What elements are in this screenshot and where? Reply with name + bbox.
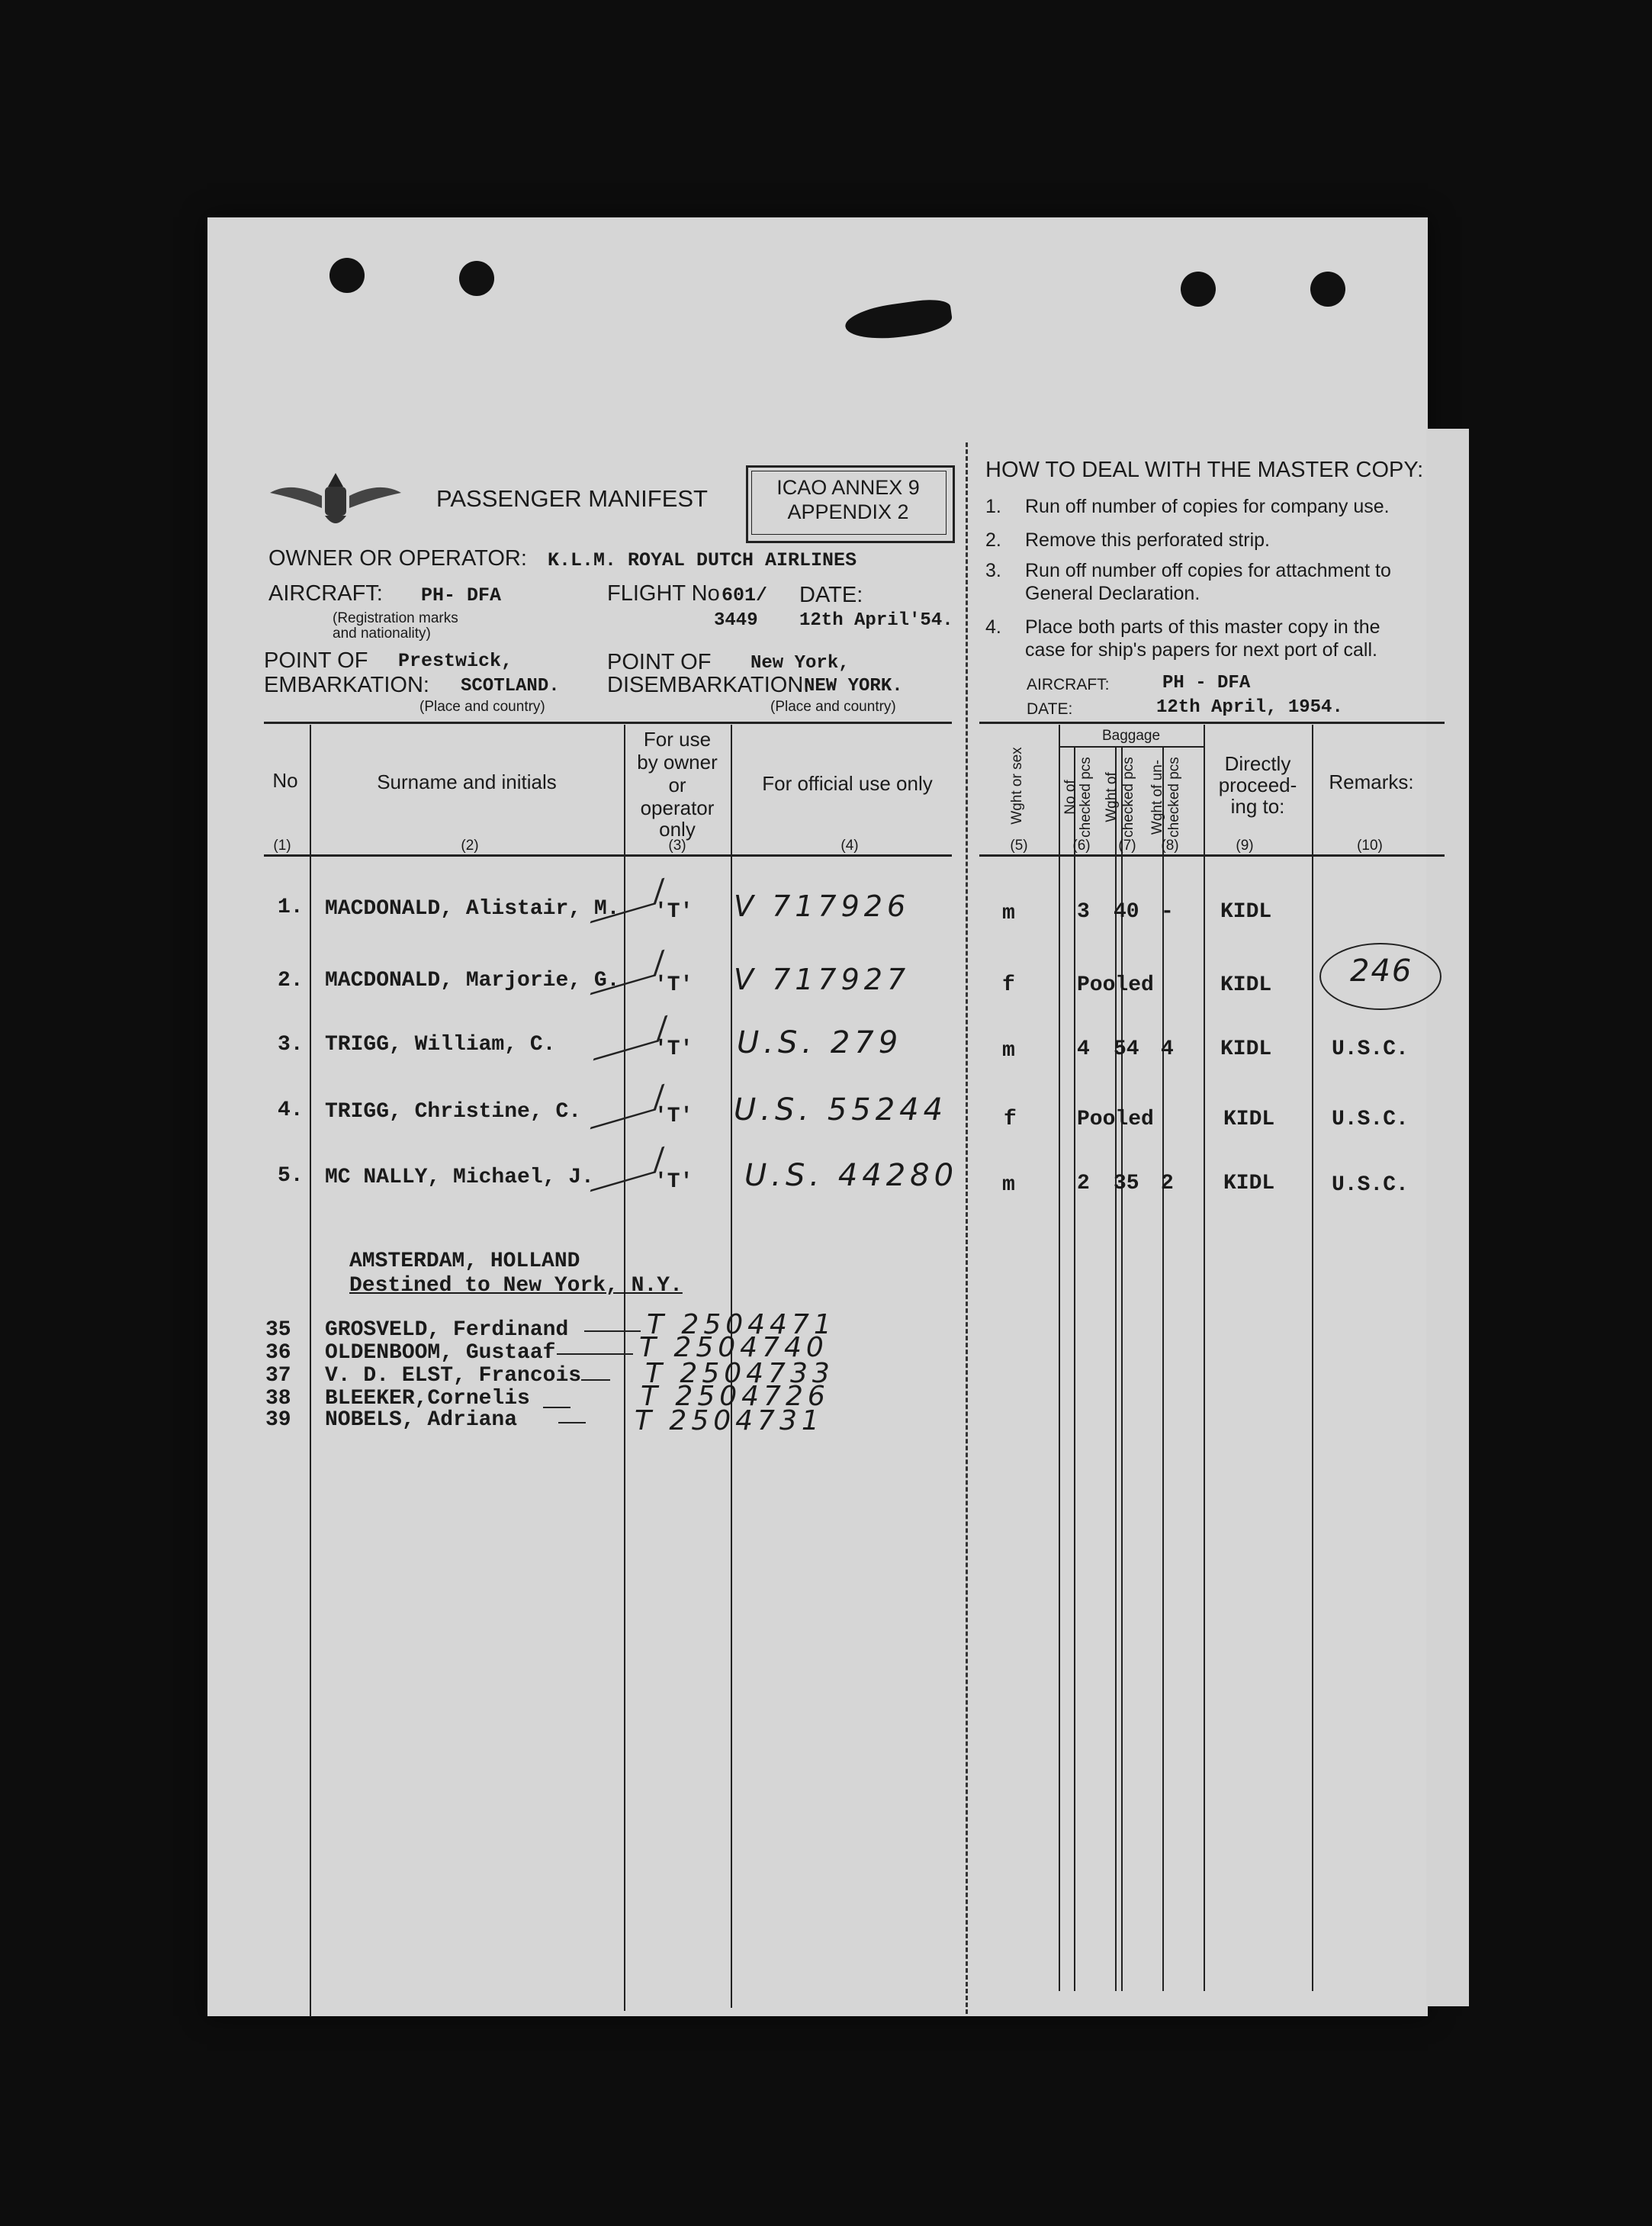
registration-note-1: (Registration marks: [333, 610, 458, 626]
roster-no: 36: [265, 1341, 291, 1365]
col-num-3: (3): [668, 838, 686, 854]
table-top-rule-right: [979, 722, 1445, 724]
punch-hole: [329, 258, 365, 293]
passenger-sex: m: [1002, 1173, 1015, 1197]
manifest-title: PASSENGER MANIFEST: [436, 485, 708, 512]
instruction-2-text: Remove this perforated strip.: [1025, 529, 1270, 551]
col-divider-pcs: [1074, 748, 1075, 1991]
roster-name: V. D. ELST, Francois: [325, 1364, 582, 1388]
passenger-pcs: 4: [1077, 1037, 1090, 1061]
col-header-no: No: [272, 769, 298, 792]
instruction-3-text: Run off number off copies for attachment to: [1025, 560, 1391, 581]
col-divider-weight: [1059, 725, 1060, 1991]
instruction-4-text: Place both parts of this master copy in the: [1025, 616, 1380, 638]
col-divider-wght: [1115, 748, 1117, 1991]
roster-no: 39: [265, 1408, 291, 1432]
passenger-unchecked: -: [1161, 900, 1174, 924]
col-num-5: (5): [1010, 838, 1028, 854]
flight-label: FLIGHT No: [607, 581, 720, 606]
passenger-official: V 717926: [734, 889, 911, 923]
col-header-owner-3: or: [668, 774, 686, 796]
roster-code: T 2504731: [635, 1405, 824, 1436]
embark-value-2: SCOTLAND.: [461, 676, 560, 696]
col-num-4: (4): [840, 838, 859, 854]
icao-line-1: ICAO ANNEX 9: [776, 476, 920, 499]
col-divider-surname: [624, 725, 625, 2011]
col-header-owner-5: only: [659, 818, 696, 841]
instruction-4-text-2: case for ship's papers for next port of call.: [1025, 639, 1377, 661]
col-num-1: (1): [273, 838, 291, 854]
col-divider-unchecked: [1162, 748, 1164, 1991]
flight-value: 601/: [722, 584, 768, 606]
aircraft-label: AIRCRAFT:: [268, 581, 383, 606]
roster-dash: [543, 1407, 570, 1408]
col-num-7: (7): [1118, 838, 1136, 854]
embark-note: (Place and country): [419, 699, 545, 715]
passenger-wght: 54: [1114, 1037, 1139, 1061]
passenger-pcs: Pooled: [1077, 1108, 1154, 1131]
col-header-pcs-1: No of: [1062, 780, 1078, 815]
col-num-8: (8): [1161, 838, 1179, 854]
passenger-wght: 35: [1114, 1172, 1139, 1195]
passenger-official: U.S. 44280: [744, 1158, 959, 1193]
roster-name: BLEEKER,Cornelis: [325, 1387, 530, 1411]
disembark-note: (Place and country): [770, 699, 896, 715]
instructions-title: HOW TO DEAL WITH THE MASTER COPY:: [985, 458, 1424, 482]
section-destined: Destined to New York, N.Y.: [349, 1274, 683, 1298]
passenger-owner-mark: 'T': [654, 1170, 693, 1194]
instruction-4-num: 4.: [985, 616, 1001, 638]
instructions-date-label: DATE:: [1027, 700, 1073, 718]
baggage-rule: [1059, 746, 1204, 748]
passenger-owner-mark: 'T': [654, 900, 693, 924]
table-header-rule-left: [264, 854, 952, 857]
col-header-wght-2: checked pcs: [1120, 757, 1136, 838]
instruction-2-num: 2.: [985, 529, 1001, 551]
col-header-surname: Surname and initials: [377, 770, 557, 793]
passenger-no: 4.: [278, 1099, 304, 1122]
owner-value: K.L.M. ROYAL DUTCH AIRLINES: [548, 549, 857, 571]
roster-dash: [581, 1379, 610, 1381]
col-header-directly-1: Directly: [1224, 752, 1291, 775]
col-header-unchecked-2: checked pcs: [1166, 757, 1182, 838]
passenger-official: U.S. 55244: [734, 1092, 948, 1127]
passenger-official: U.S. 279: [737, 1025, 903, 1060]
embark-label-2: EMBARKATION:: [264, 673, 429, 697]
roster-name: OLDENBOOM, Gustaaf: [325, 1341, 556, 1365]
passenger-owner-mark: 'T': [654, 973, 693, 997]
flight-value-2: 3449: [714, 610, 758, 631]
passenger-owner-mark: 'T': [654, 1037, 693, 1061]
table-header-rule-right: [979, 854, 1445, 857]
passenger-name: TRIGG, William, C.: [325, 1033, 556, 1057]
passenger-no: 5.: [278, 1164, 304, 1188]
passenger-name: MC NALLY, Michael, J.: [325, 1166, 594, 1189]
roster-code: T 2504471: [647, 1309, 836, 1340]
col-divider-wght-b: [1121, 748, 1123, 1991]
col-header-pcs-2: checked pcs: [1078, 757, 1094, 838]
embark-value-1: Prestwick,: [398, 650, 513, 672]
passenger-no: 1.: [278, 896, 304, 919]
passenger-dest: KIDL: [1220, 1037, 1272, 1061]
passenger-unchecked: 4: [1161, 1037, 1174, 1061]
passenger-no: 3.: [278, 1033, 304, 1057]
passenger-dest: KIDL: [1223, 1172, 1275, 1195]
right-page-strip: [1426, 429, 1469, 2006]
date-value: 12th April'54.: [799, 610, 953, 631]
col-header-official: For official use only: [762, 772, 933, 795]
passenger-sex: m: [1002, 1039, 1015, 1063]
passenger-name: MACDONALD, Marjorie, G.: [325, 969, 620, 992]
perforation-line: [966, 442, 968, 2014]
instruction-1-num: 1.: [985, 496, 1001, 517]
roster-name: NOBELS, Adriana: [325, 1408, 518, 1432]
col-header-owner-1: For use: [643, 728, 712, 751]
roster-name: GROSVELD, Ferdinand: [325, 1318, 569, 1342]
passenger-name: MACDONALD, Alistair, M.: [325, 897, 620, 921]
passenger-no: 2.: [278, 969, 304, 992]
table-top-rule-left: [264, 722, 952, 724]
col-header-directly-3: ing to:: [1230, 795, 1285, 818]
roster-dash: [584, 1330, 641, 1332]
aircraft-value: PH- DFA: [421, 584, 502, 606]
col-header-owner-4: operator: [640, 796, 715, 819]
disembark-label-2: DISEMBARKATION:: [607, 673, 810, 697]
roster-code: T 2504733: [645, 1358, 834, 1389]
col-header-wght-1: Wght of: [1104, 772, 1120, 822]
col-divider-no: [310, 725, 311, 2017]
punch-hole: [1181, 272, 1216, 307]
instructions-aircraft-value: PH - DFA: [1162, 673, 1251, 693]
klm-crown-logo-icon: [268, 465, 403, 531]
passenger-name: TRIGG, Christine, C.: [325, 1100, 582, 1124]
roster-no: 38: [265, 1387, 291, 1411]
passenger-remarks: U.S.C.: [1332, 1108, 1409, 1131]
passenger-official: V 717927: [734, 963, 911, 996]
passenger-wght: 40: [1114, 900, 1139, 924]
col-num-10: (10): [1357, 838, 1383, 854]
passenger-dest: KIDL: [1223, 1108, 1275, 1131]
col-header-weight-sex: Wght or sex: [1009, 747, 1025, 825]
col-num-6: (6): [1072, 838, 1091, 854]
passenger-unchecked: 2: [1161, 1172, 1174, 1195]
registration-note-2: and nationality): [333, 626, 431, 642]
passenger-dest: KIDL: [1220, 973, 1272, 997]
instructions-date-value: 12th April, 1954.: [1156, 697, 1343, 718]
passenger-pcs: 3: [1077, 900, 1090, 924]
passenger-owner-mark: 'T': [654, 1105, 693, 1128]
passenger-pcs: Pooled: [1077, 973, 1154, 997]
passenger-sex: f: [1002, 973, 1015, 997]
passenger-dest: KIDL: [1220, 900, 1272, 924]
section-origin: AMSTERDAM, HOLLAND: [349, 1250, 580, 1273]
roster-dash: [558, 1422, 586, 1423]
punch-hole: [459, 261, 494, 296]
passenger-remarks: U.S.C.: [1332, 1173, 1409, 1197]
passenger-sex: m: [1002, 902, 1015, 925]
passenger-sex: f: [1004, 1108, 1017, 1131]
instructions-aircraft-label: AIRCRAFT:: [1027, 676, 1110, 693]
instruction-3-text-2: General Declaration.: [1025, 583, 1200, 604]
roster-no: 35: [265, 1318, 291, 1342]
embark-label-1: POINT OF: [264, 648, 368, 673]
col-num-9: (9): [1236, 838, 1254, 854]
passenger-remarks: U.S.C.: [1332, 1037, 1409, 1061]
col-header-owner-2: by owner: [637, 751, 718, 774]
roster-code: T 2504740: [639, 1332, 828, 1363]
roster-no: 37: [265, 1364, 291, 1388]
owner-label: OWNER OR OPERATOR:: [268, 546, 527, 571]
col-header-directly-2: proceed-: [1218, 774, 1297, 796]
passenger-pcs: 2: [1077, 1172, 1090, 1195]
circled-number-text: 246: [1350, 954, 1413, 989]
disembark-label-1: POINT OF: [607, 650, 712, 674]
disembark-value-1: New York,: [750, 653, 850, 674]
punch-hole: [1310, 272, 1345, 307]
col-header-baggage: Baggage: [1101, 728, 1161, 744]
roster-dash: [557, 1353, 633, 1355]
col-header-remarks: Remarks:: [1329, 770, 1414, 793]
roster-code: T 2504726: [641, 1381, 830, 1412]
disembark-value-2: NEW YORK.: [804, 676, 903, 696]
instruction-1-text: Run off number of copies for company use.: [1025, 496, 1390, 517]
icao-line-2: APPENDIX 2: [787, 500, 909, 523]
instruction-3-num: 3.: [985, 560, 1001, 581]
col-num-2: (2): [461, 838, 479, 854]
col-header-unchecked-1: Wght of un-: [1149, 759, 1165, 835]
col-divider-remarks: [1312, 725, 1313, 1991]
col-divider-dest: [1204, 725, 1205, 1991]
date-label: DATE:: [799, 583, 863, 607]
